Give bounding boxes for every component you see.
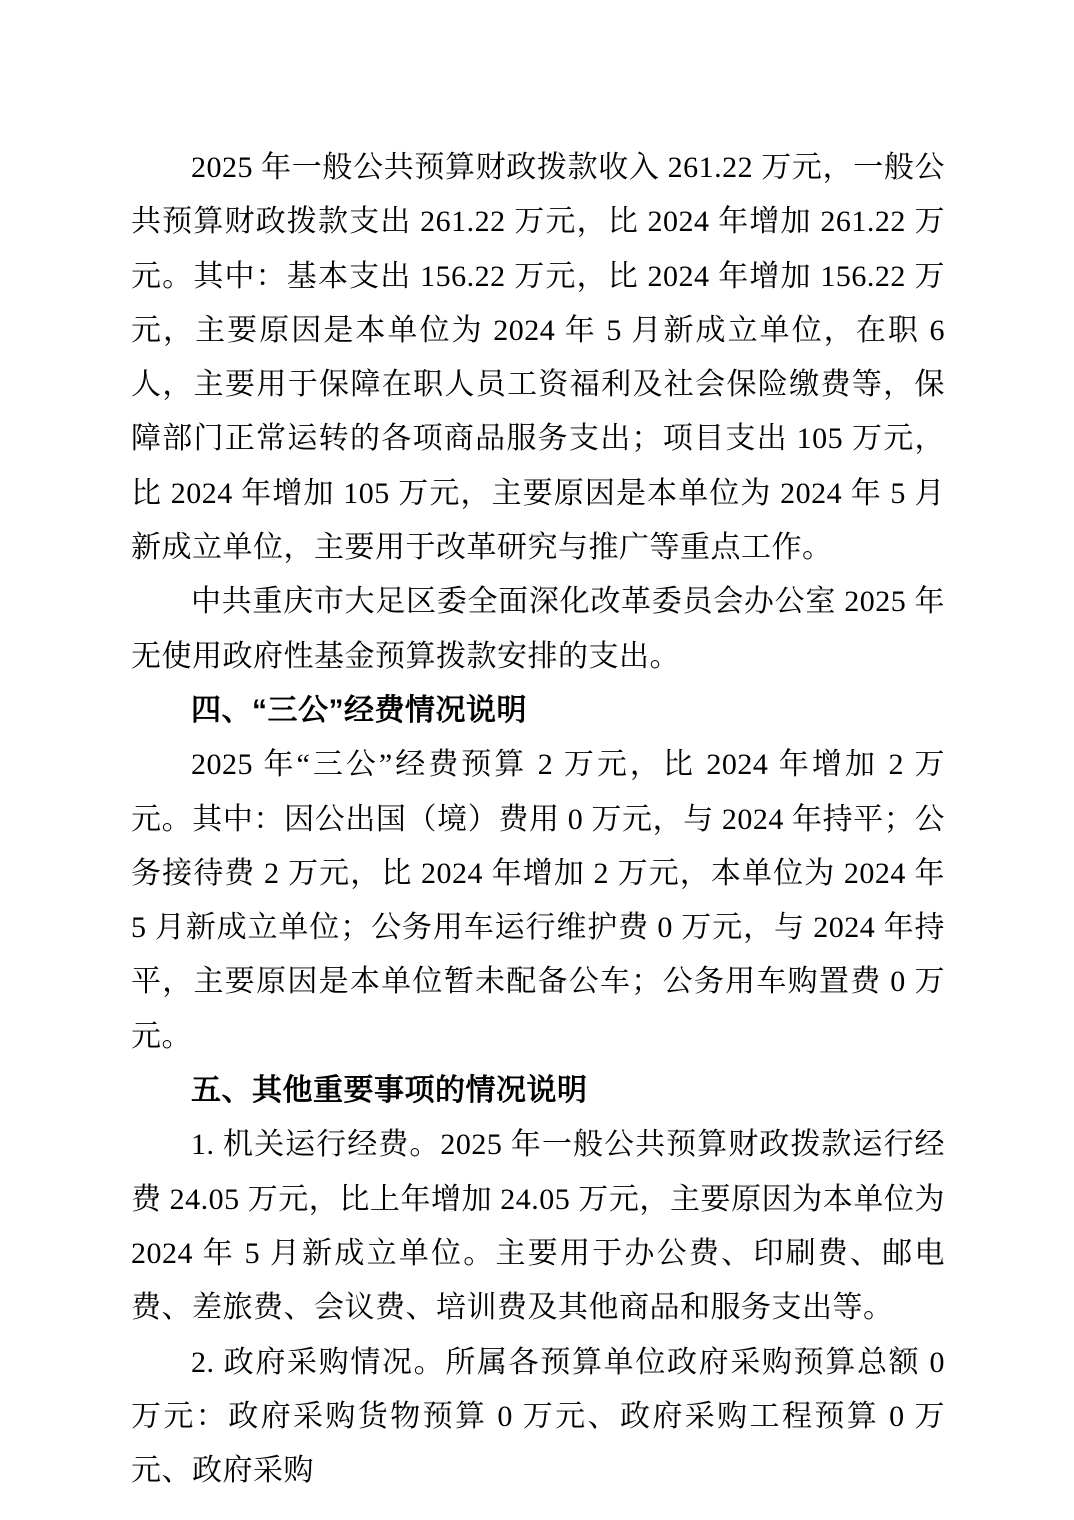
paragraph: 2025 年一般公共预算财政拨款收入 261.22 万元，一般公共预算财政拨款支出 261.22 万元，比 2024 年增加 261.22 万元。其中：基本支出 156.22 万元，比 2024 年增加 156.22 万元，主要原因是本单位为 2024 年 5 月新成立单位，在职 6 人，主要用于保障在职人员工资福利及社会保险缴费等，保障部门正常运转的各项商品服务支出；项目支出 105 万元，比 2024 年增加 105 万元，主要原因是本单位为 2024 年 5 月新成立单位，主要用于改革研究与推广等重点工作。	[131, 151, 945, 565]
paragraph: 1. 机关运行经费。2025 年一般公共预算财政拨款运行经费 24.05 万元，比上年增加 24.05 万元，主要原因为本单位为 2024 年 5 月新成立单位。主要用于办公费、印刷费、邮电费、差旅费、会议费、培训费及其他商品和服务支出等。	[131, 1128, 945, 1325]
section-heading: 四、“三公”经费情况说明	[191, 693, 527, 727]
section-heading: 五、其他重要事项的情况说明	[191, 1074, 588, 1108]
document-body	[131, 141, 945, 1498]
paragraph: 中共重庆市大足区委全面深化改革委员会办公室 2025 年无使用政府性基金预算拨款安排的支出。	[131, 585, 945, 673]
paragraph: 2. 政府采购情况。所属各预算单位政府采购预算总额 0 万元：政府采购货物预算 0 万元、政府采购工程预算 0 万元、政府采购	[131, 1345, 945, 1488]
paragraph: 2025 年“三公”经费预算 2 万元，比 2024 年增加 2 万元。其中：因公出国（境）费用 0 万元，与 2024 年持平；公务接待费 2 万元，比 2024 年增加 2 万元，本单位为 2024 年 5 月新成立单位；公务用车运行维护费 0 万元，与 2024 年持平，主要原因是本单位暂未配备公车；公务用车购置费 0 万元。	[131, 748, 945, 1053]
